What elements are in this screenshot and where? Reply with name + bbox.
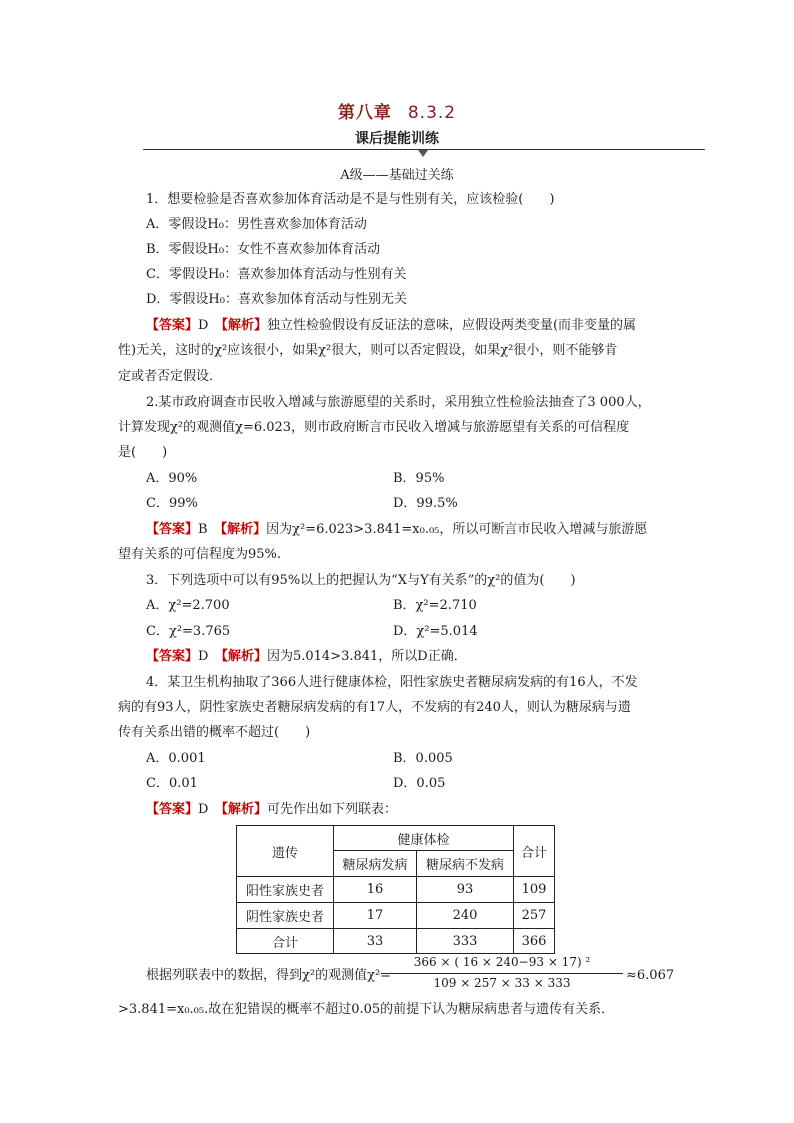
q3-stem: 3．下列选项中可以有95%以上的把握认为“X与Y有关系”的χ²的值为( ) bbox=[146, 573, 576, 588]
q1-option-a: A．零假设H₀：男性喜欢参加体育活动 bbox=[146, 217, 367, 232]
q4-option-c: C．0.01 bbox=[146, 776, 198, 791]
page-title bbox=[0, 98, 794, 123]
table-cell: 93 bbox=[417, 877, 514, 903]
q4-option-d: D．0.05 bbox=[393, 776, 446, 791]
q4-analysis: 可先作出如下列联表： bbox=[266, 802, 397, 817]
q3-answer-line bbox=[146, 647, 467, 667]
analysis-tag: 【解析】 bbox=[221, 802, 267, 817]
table-cell: 合计 bbox=[237, 929, 334, 954]
q4-conclusion-pre: 根据列联表中的数据，得到χ²的观测值χ²= bbox=[146, 968, 392, 983]
q2-answer-line bbox=[146, 520, 647, 540]
table-corner-header: 遗传 bbox=[237, 826, 334, 877]
page-subtitle: 课后提能训练 bbox=[355, 131, 439, 147]
q4-option-b: B．0.005 bbox=[393, 751, 453, 766]
chapter-label: 第八章 bbox=[337, 103, 392, 123]
table-cell: 17 bbox=[334, 903, 417, 929]
q2-analysis-1: 因为χ²=6.023>3.841=x₀.₀₅，所以可断言市民收入增减与旅游愿 bbox=[266, 522, 648, 537]
q3-option-b: B．χ²=2.710 bbox=[393, 598, 477, 613]
formula-denominator: 109 × 257 × 33 × 333 bbox=[433, 976, 571, 990]
table-row bbox=[237, 877, 555, 903]
section-number: 8.3.2 bbox=[407, 103, 457, 123]
q2-analysis-2: 望有关系的可信程度为95%. bbox=[118, 547, 282, 562]
table-cell: 阴性家族史者 bbox=[237, 903, 334, 929]
table-cell: 333 bbox=[417, 929, 514, 954]
q4-conclusion-2: >3.841=x₀.₀₅.故在犯错误的概率不超过0.05的前提下认为糖尿病患者与遗传有关系． bbox=[118, 1002, 615, 1017]
q1-option-b: B．零假设H₀：女性不喜欢参加体育活动 bbox=[146, 242, 381, 257]
table-cell: 16 bbox=[334, 877, 417, 903]
table-cell: 366 bbox=[514, 929, 555, 954]
answer-tag: 【答案】 bbox=[146, 318, 199, 333]
answer-tag: 【答案】 bbox=[146, 649, 199, 664]
q3-analysis: 因为5.014>3.841，所以D正确． bbox=[266, 649, 467, 664]
analysis-tag: 【解析】 bbox=[220, 522, 267, 537]
analysis-tag: 【解析】 bbox=[221, 649, 267, 664]
q1-analysis-2: 性)无关，这时的χ²应该很小，如果χ²很大，则可以否定假设，如果χ²很小，则不能够肯 bbox=[118, 343, 618, 358]
q2-stem-1: 2.某市政府调查市民收入增减与旅游愿望的关系时，采用独立性检验法抽查了3 000人， bbox=[146, 395, 651, 410]
table-cell: 33 bbox=[334, 929, 417, 954]
q4-conclusion-post: ≈6.067 bbox=[626, 968, 675, 983]
q1-analysis-3: 定或者否定假设． bbox=[118, 369, 223, 384]
table-group-header: 健康体检 bbox=[334, 826, 514, 851]
q1-answer: D bbox=[198, 318, 222, 333]
q3-option-a: A．χ²=2.700 bbox=[146, 598, 230, 613]
q2-option-b: B．95% bbox=[393, 471, 445, 486]
answer-tag: 【答案】 bbox=[146, 522, 199, 537]
q2-option-c: C．99% bbox=[146, 496, 198, 511]
table-cell: 109 bbox=[514, 877, 555, 903]
q3-option-d: D．χ²=5.014 bbox=[393, 624, 478, 639]
q2-option-d: D．99.5% bbox=[393, 496, 458, 511]
q4-option-a: A．0.001 bbox=[146, 751, 206, 766]
contingency-table bbox=[236, 825, 555, 954]
q3-option-c: C．χ²=3.765 bbox=[146, 624, 231, 639]
q2-answer: B bbox=[198, 522, 221, 537]
formula-numerator: 366 × ( 16 × 240−93 × 17) ² bbox=[413, 955, 591, 969]
fraction-bar bbox=[381, 973, 623, 974]
q1-stem: 1．想要检验是否喜欢参加体育活动是不是与性别有关，应该检验( ) bbox=[146, 192, 555, 207]
triangle-marker-icon bbox=[418, 150, 428, 157]
table-cell: 阳性家族史者 bbox=[237, 877, 334, 903]
table-col-header: 糖尿病发病 bbox=[334, 851, 417, 877]
q4-answer-line bbox=[146, 800, 397, 820]
table-cell: 240 bbox=[417, 903, 514, 929]
q3-answer: D bbox=[198, 649, 222, 664]
q4-stem-3: 传有关系出错的概率不超过( ) bbox=[118, 725, 311, 740]
q2-stem-2: 计算发现χ²的观测值χ=6.023，则市政府断言市民收入增减与旅游愿望有关系的可信程度 bbox=[118, 420, 630, 435]
analysis-tag: 【解析】 bbox=[221, 318, 267, 333]
q2-stem-3: 是( ) bbox=[118, 445, 168, 460]
table-row bbox=[237, 903, 555, 929]
level-heading: A级——基础过关练 bbox=[340, 168, 454, 183]
q2-option-a: A．90% bbox=[146, 471, 198, 486]
q1-option-c: C．零假设H₀：喜欢参加体育活动与性别有关 bbox=[146, 267, 407, 282]
q4-stem-2: 病的有93人，阴性家族史者糖尿病发病的有17人，不发病的有240人，则认为糖尿病与遗 bbox=[118, 700, 631, 715]
q4-answer: D bbox=[198, 802, 222, 817]
q1-answer-line bbox=[146, 316, 636, 336]
q1-option-d: D．零假设H₀：喜欢参加体育活动与性别无关 bbox=[146, 292, 407, 307]
table-row bbox=[237, 929, 555, 954]
q1-analysis-1: 独立性检验假设有反证法的意味，应假设两类变量(而非变量的属 bbox=[266, 318, 637, 333]
table-total-header: 合计 bbox=[514, 826, 555, 877]
table-col-header: 糖尿病不发病 bbox=[417, 851, 514, 877]
q4-stem-1: 4．某卫生机构抽取了366人进行健康体检，阳性家族史者糖尿病发病的有16人，不发 bbox=[146, 675, 638, 690]
table-cell: 257 bbox=[514, 903, 555, 929]
answer-tag: 【答案】 bbox=[146, 802, 199, 817]
